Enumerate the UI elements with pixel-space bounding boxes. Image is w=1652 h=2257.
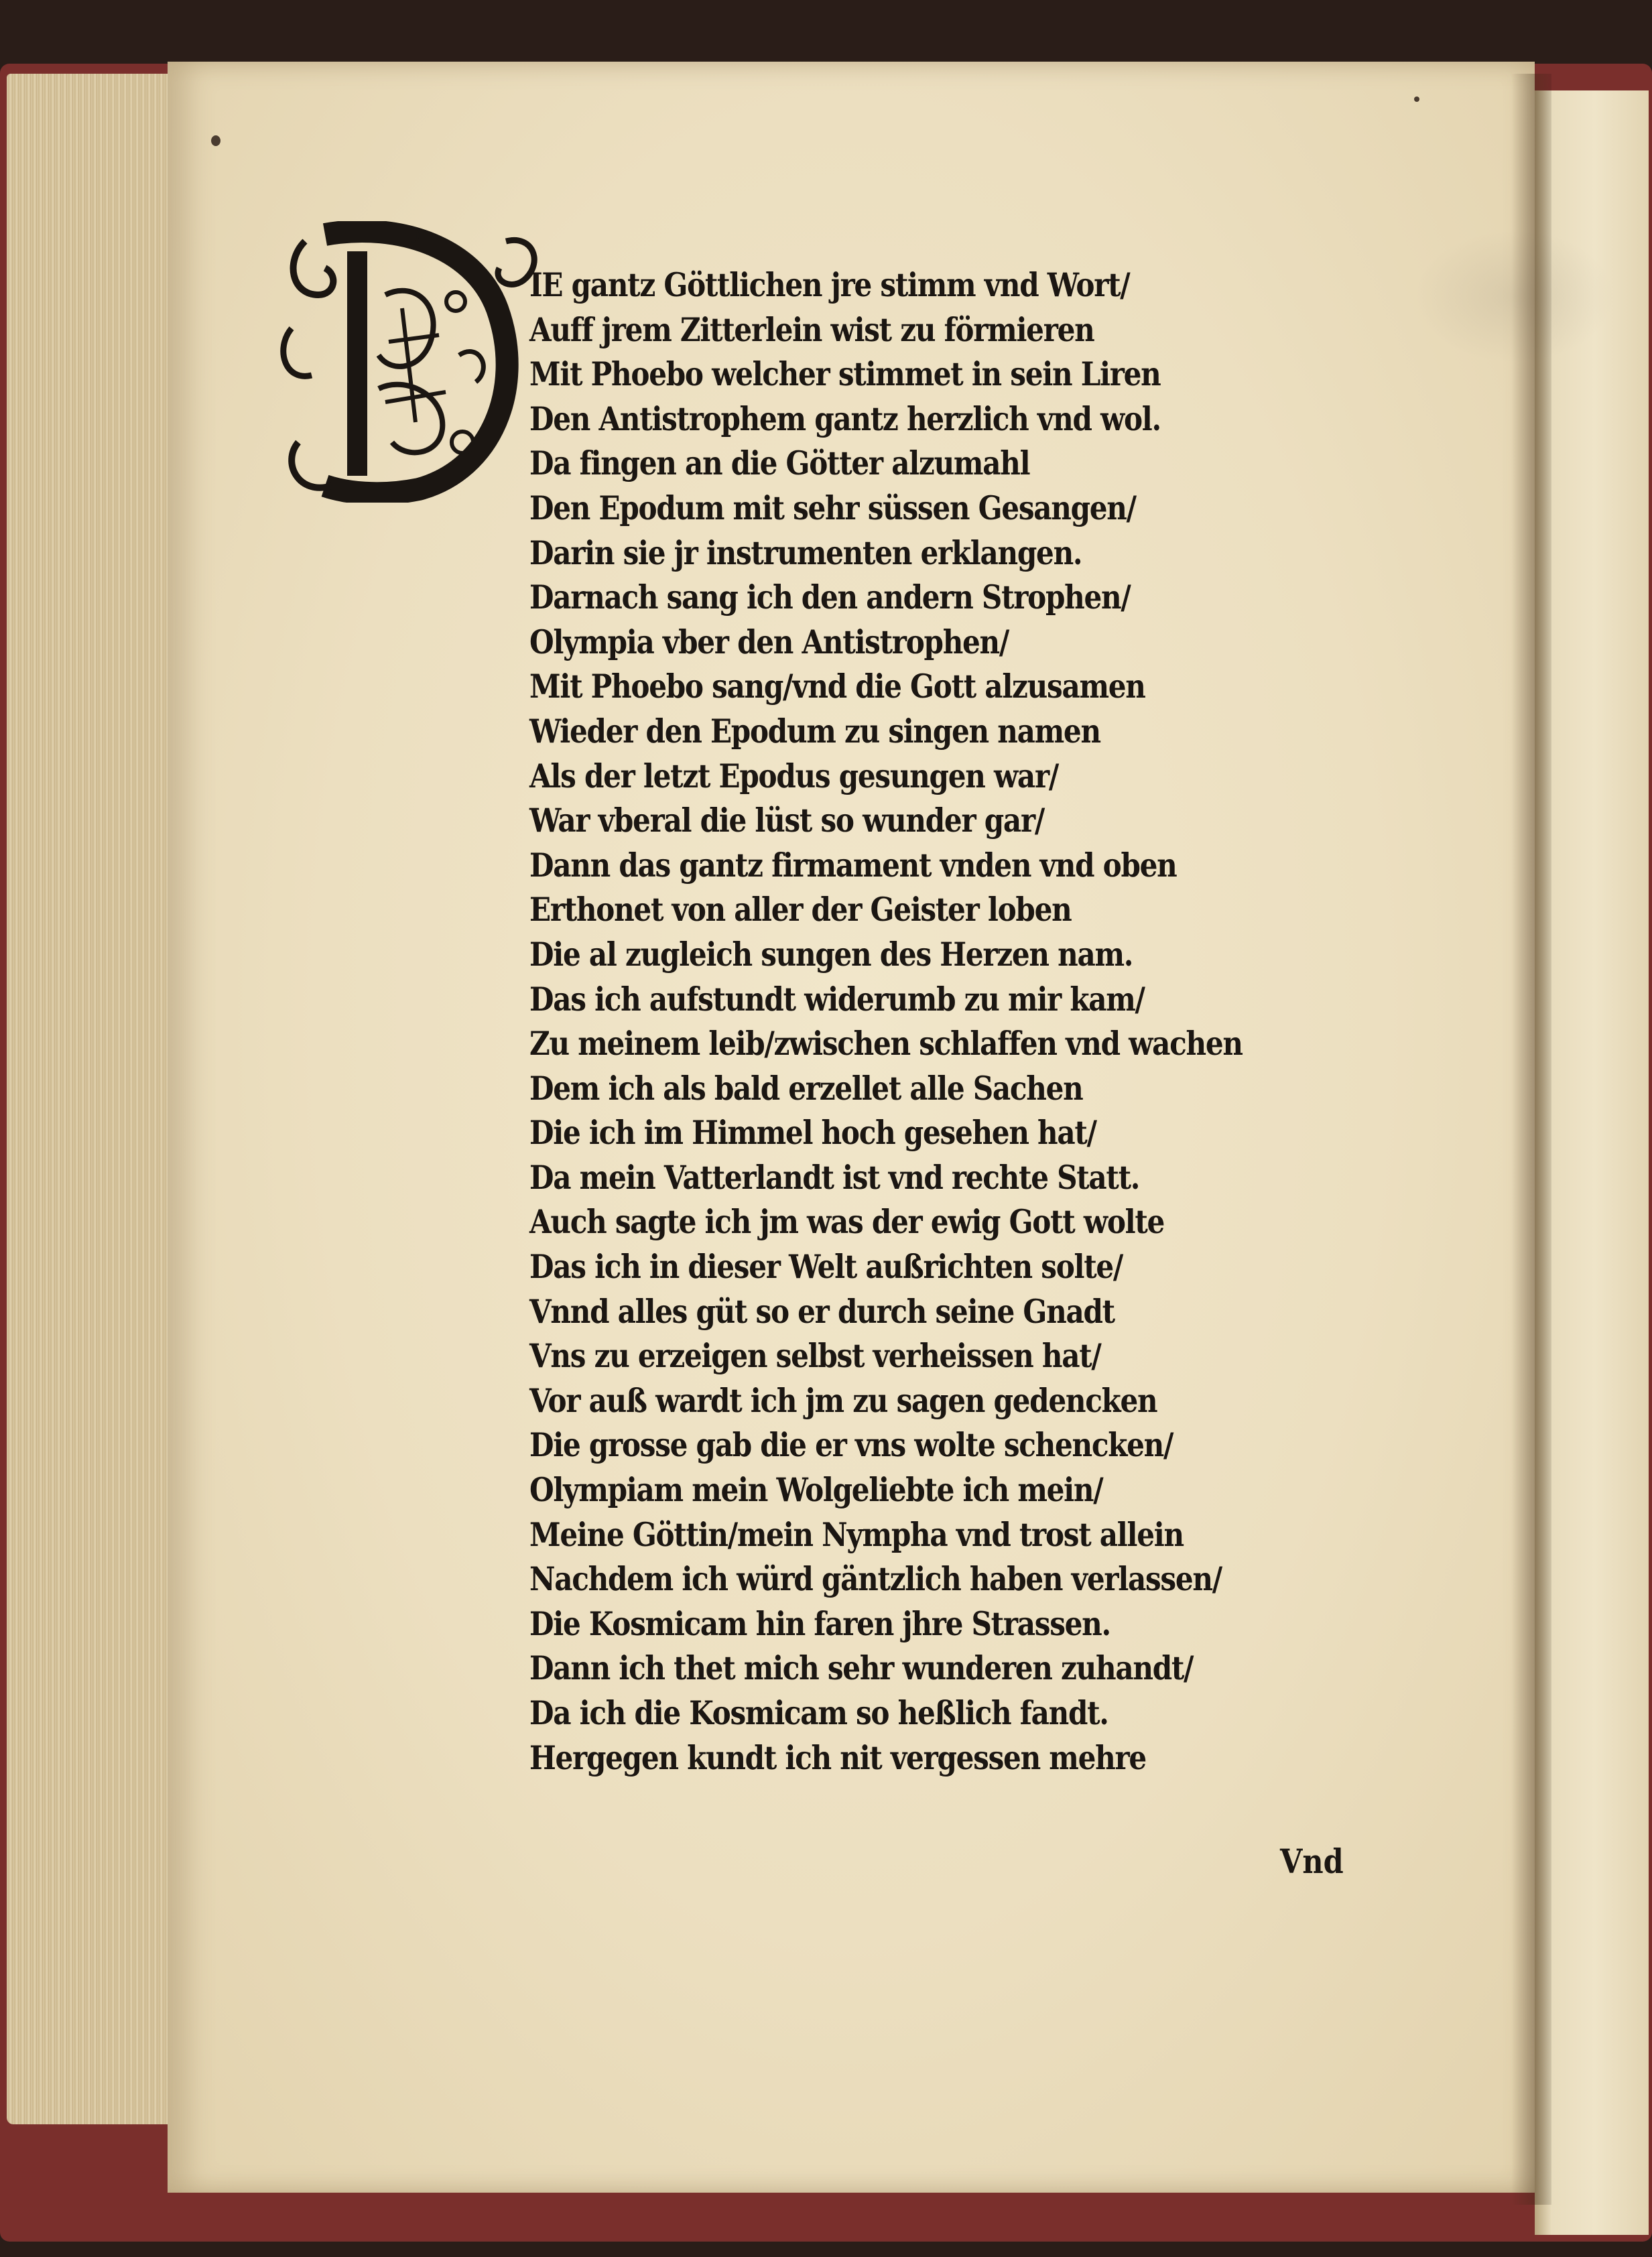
verse-line: Nachdem ich würd gäntzlich haben verlassen/ (529, 1559, 1222, 1599)
verse-line: Olympiam mein Wolgeliebte ich mein/ (529, 1470, 1103, 1510)
ink-speck (1414, 96, 1419, 102)
verse-line: Erthonet von aller der Geister loben (529, 890, 1072, 929)
verse-line: Mit Phoebo welcher stimmet in sein Liren (529, 354, 1161, 394)
verse-line: Darnach sang ich den andern Strophen/ (529, 578, 1131, 617)
verse-line: Mit Phoebo sang/vnd die Gott alzusamen (529, 667, 1145, 706)
verse-line: Dem ich als bald erzellet alle Sachen (529, 1068, 1083, 1108)
poem-verse (529, 263, 1374, 1780)
stacked-page-edges (7, 74, 174, 2124)
verse-line: Als der letzt Epodus gesungen war/ (529, 756, 1058, 795)
verse-line: Dann ich thet mich sehr wunderen zuhandt/ (529, 1649, 1194, 1688)
verse-line: Den Epodum mit sehr süssen Gesangen/ (529, 488, 1136, 527)
verse-line: Vnnd alles güt so er durch seine Gnadt (529, 1291, 1115, 1331)
catchword: Vnd (1280, 1842, 1344, 1881)
verse-line: Dann das gantz firmament vnden vnd oben (529, 845, 1177, 885)
verse-line: Das ich in dieser Welt außrichten solte/ (529, 1247, 1123, 1287)
verse-line: Meine Göttin/mein Nympha vnd trost allein (529, 1514, 1184, 1554)
verse-line: Da fingen an die Götter alzumahl (529, 444, 1030, 483)
verse-line: Darin sie jr instrumenten erklangen. (529, 533, 1082, 572)
verse-line: Da mein Vatterlandt ist vnd rechte Statt. (529, 1157, 1140, 1197)
verse-line: Das ich aufstundt widerumb zu mir kam/ (529, 979, 1145, 1019)
verse-line: IE gantz Göttlichen jre stimm vnd Wort/ (529, 265, 1130, 304)
verse-line: Da ich die Kosmicam so heßlich fandt. (529, 1693, 1108, 1732)
ink-speck (211, 135, 220, 146)
verse-line: Vor auß wardt ich jm zu sagen gedencken (529, 1380, 1157, 1420)
verse-line: Wieder den Epodum zu singen namen (529, 711, 1100, 751)
verse-line: Auch sagte ich jm was der ewig Gott wolte (529, 1202, 1165, 1242)
decorated-initial-d-icon (278, 221, 546, 503)
verse-line: Die al zugleich sungen des Herzen nam. (529, 934, 1133, 974)
verse-line: Die ich im Himmel hoch gesehen hat/ (529, 1113, 1096, 1153)
verse-line: Auff jrem Zitterlein wist zu förmieren (529, 310, 1094, 349)
verse-line: Vns zu erzeigen selbst verheissen hat/ (529, 1336, 1101, 1376)
verse-line: Olympia vber den Antistrophen/ (529, 622, 1009, 661)
facing-page-edge (1535, 90, 1649, 2235)
page-gutter-shadow (1511, 74, 1551, 2205)
verse-line: Die Kosmicam hin faren jhre Strassen. (529, 1604, 1110, 1643)
verse-line: Den Antistrophem gantz herzlich vnd wol. (529, 399, 1161, 438)
initial-glyph: D (403, 224, 421, 248)
verse-line: Zu meinem leib/zwischen schlaffen vnd wachen (529, 1024, 1243, 1063)
verse-line: War vberal die lüst so wunder gar/ (529, 801, 1044, 840)
verse-line: Hergegen kundt ich nit vergessen mehre (529, 1738, 1146, 1777)
verse-line: Die grosse gab die er vns wolte schencken/ (529, 1425, 1173, 1465)
